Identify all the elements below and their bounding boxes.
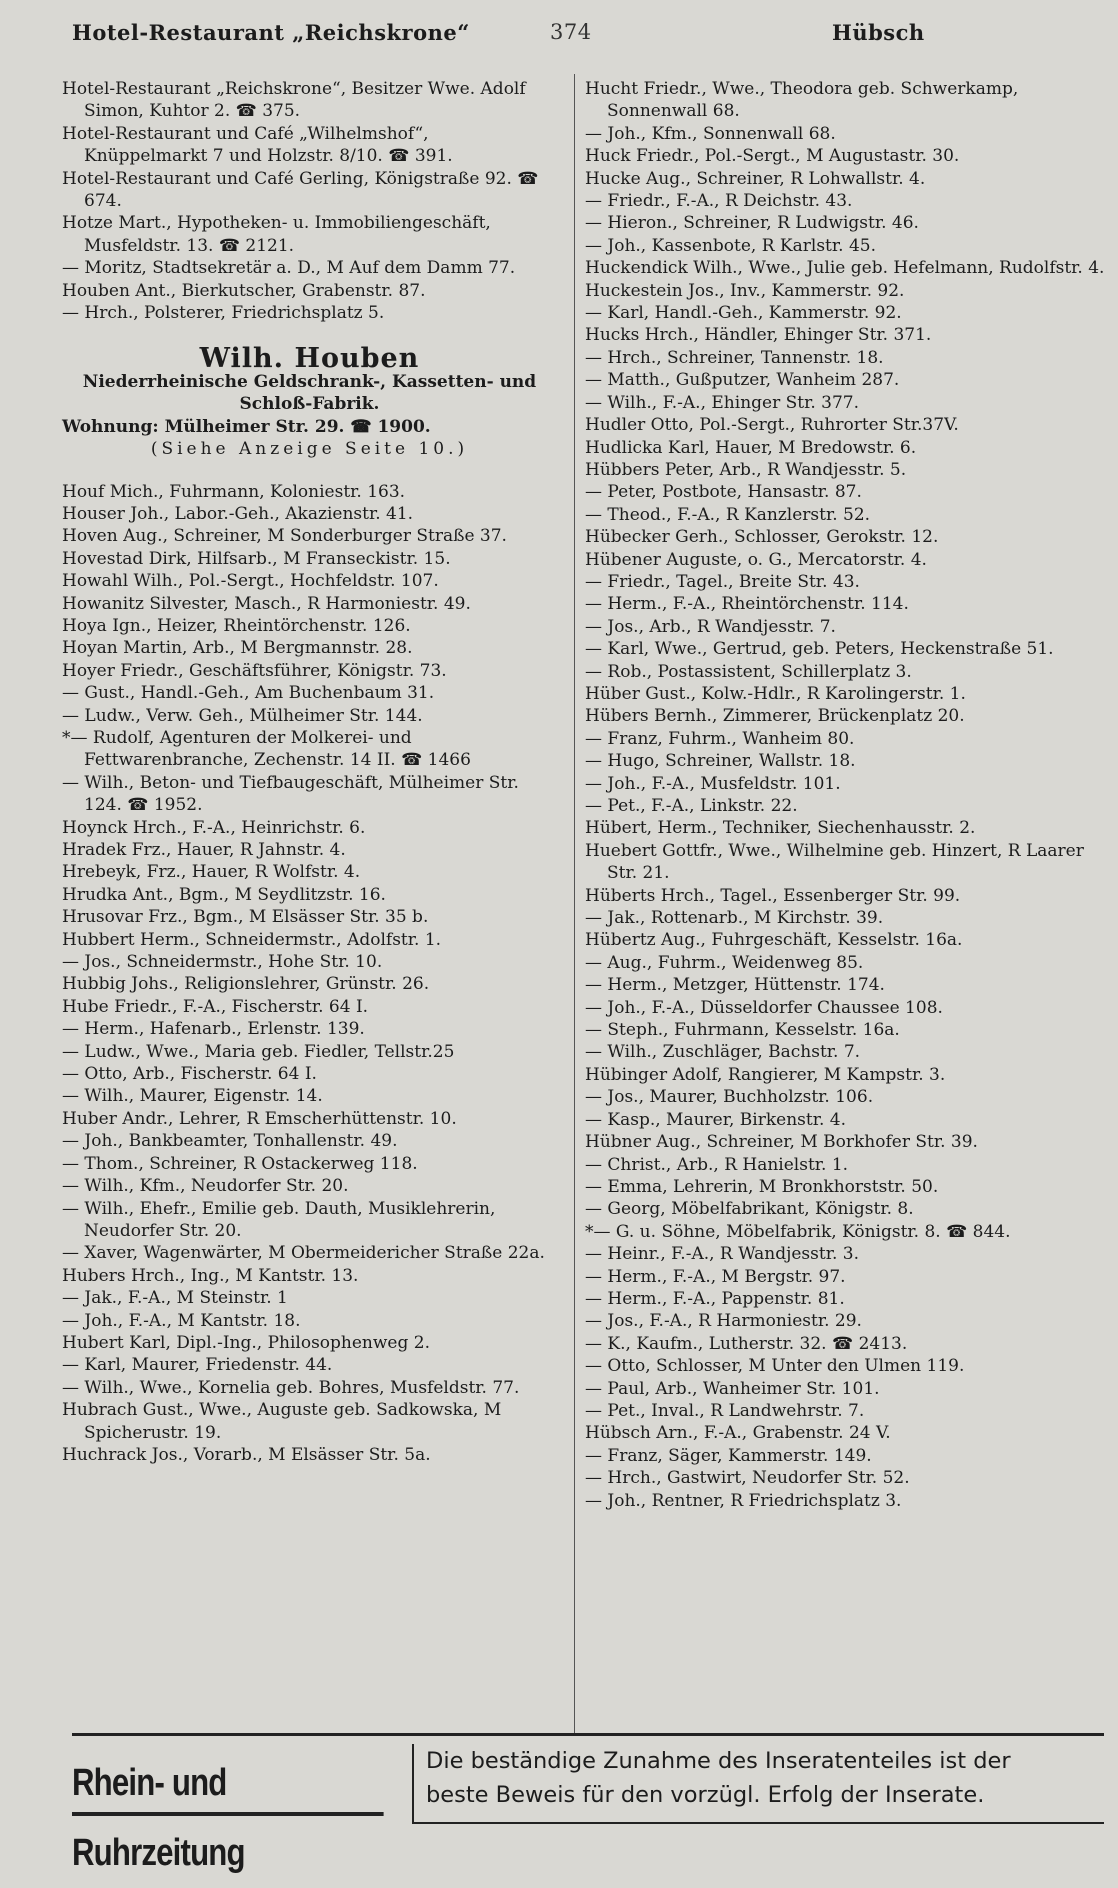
directory-entry: Hübbers Peter, Arb., R Wandjesstr. 5. — [585, 459, 907, 480]
directory-entry: — Steph., Fuhrmann, Kesselstr. 16a. — [585, 1020, 900, 1041]
directory-entry: Hoya Ign., Heizer, Rheintörchenstr. 126. — [62, 615, 411, 636]
footer-newspaper-name — [72, 1748, 334, 1874]
directory-entry: Hübner Aug., Schreiner, M Borkhofer Str. 39. — [585, 1132, 978, 1153]
directory-entry: — Otto, Arb., Fischerstr. 64 I. — [62, 1064, 317, 1085]
ad-line-3: (Siehe Anzeige Seite 10.) — [150, 439, 469, 460]
directory-entry: Hucks Hrch., Händler, Ehinger Str. 371. — [585, 325, 932, 346]
directory-entry: — K., Kaufm., Lutherstr. 32. ☎ 2413. — [585, 1333, 908, 1354]
directory-entry: — Pet., Inval., R Landwehrstr. 7. — [585, 1400, 865, 1421]
directory-entry: — Joh., F.-A., Musfeldstr. 101. — [585, 773, 841, 794]
directory-entry: Hoyer Friedr., Geschäftsführer, Königstr. 73. — [62, 660, 447, 681]
directory-entry: — Herm., Hafenarb., Erlenstr. 139. — [62, 1019, 365, 1040]
directory-entry: — Friedr., F.-A., R Deichstr. 43. — [585, 191, 853, 212]
directory-entry: — Thom., Schreiner, R Ostackerweg 118. — [62, 1153, 418, 1174]
directory-entry: — Herm., F.-A., M Bergstr. 97. — [585, 1266, 846, 1287]
directory-entry: Howahl Wilh., Pol.-Sergt., Hochfeldstr. 107. — [62, 571, 439, 592]
directory-entry: — Moritz, Stadtsekretär a. D., M Auf dem Damm 77. — [62, 258, 516, 279]
footer-slogan-line-2: beste Beweis für den vorzügl. Erfolg der Inserate. — [426, 1782, 985, 1808]
footer-underline — [72, 1812, 384, 1816]
directory-entry: — Xaver, Wagenwärter, M Obermeidericher Straße 22a. — [62, 1243, 545, 1264]
directory-entry: Hudler Otto, Pol.-Sergt., Ruhrorter Str.37V. — [585, 415, 959, 436]
directory-entry: — Jos., Arb., R Wandjesstr. 7. — [585, 616, 836, 637]
page-footer — [72, 1733, 1104, 1874]
directory-entry: Hübertz Aug., Fuhrgeschäft, Kesselstr. 16a. — [585, 930, 963, 951]
header-right-title: Hübsch — [832, 20, 925, 45]
left-column — [62, 78, 557, 1466]
directory-entry: Hoven Aug., Schreiner, M Sonderburger Straße 37. — [62, 526, 507, 547]
directory-entry: Hübert, Herm., Techniker, Siechenhausstr. 2. — [585, 818, 976, 839]
directory-entry: Hucht Friedr., Wwe., Theodora geb. Schwerkamp, Sonnenwall 68. — [585, 79, 1019, 122]
directory-entry: Hubbig Johs., Religionslehrer, Grünstr. 26. — [62, 974, 430, 995]
directory-entry: Hudlicka Karl, Hauer, M Bredowstr. 6. — [585, 437, 917, 458]
directory-entry: — Jak., Rottenarb., M Kirchstr. 39. — [585, 908, 884, 929]
directory-entry: Houser Joh., Labor.-Geh., Akazienstr. 41. — [62, 503, 414, 524]
directory-entry: Hoyan Martin, Arb., M Bergmannstr. 28. — [62, 638, 413, 659]
directory-entry: Hrusovar Frz., Bgm., M Elsässer Str. 35 b. — [62, 907, 429, 928]
directory-entry: Hotel-Restaurant und Café Gerling, Königstraße 92. ☎ 674. — [62, 168, 539, 212]
directory-entry: — Joh., F.-A., M Kantstr. 18. — [62, 1310, 301, 1331]
directory-entry: — Franz, Fuhrm., Wanheim 80. — [585, 728, 855, 749]
directory-entry: Howanitz Silvester, Masch., R Harmoniestr. 49. — [62, 593, 471, 614]
directory-entry: Hübinger Adolf, Rangierer, M Kampstr. 3. — [585, 1064, 946, 1085]
directory-entry: — Hrch., Schreiner, Tannenstr. 18. — [585, 347, 884, 368]
directory-entry: Hotel-Restaurant „Reichskrone“, Besitzer Wwe. Adolf Simon, Kuhtor 2. ☎ 375. — [62, 79, 526, 122]
directory-entry: Hübener Auguste, o. G., Mercatorstr. 4. — [585, 549, 927, 570]
directory-entry: — Wilh., Zuschläger, Bachstr. 7. — [585, 1042, 861, 1063]
directory-entry: — Joh., Kassenbote, R Karlstr. 45. — [585, 235, 876, 256]
directory-entry: — Wilh., Beton- und Tiefbaugeschäft, Mülheimer Str. 124. ☎ 1952. — [62, 772, 519, 816]
left-entries-bottom — [62, 481, 557, 1467]
directory-entry: Huckendick Wilh., Wwe., Julie geb. Hefelmann, Rudolfstr. 4. — [585, 258, 1105, 279]
directory-entry: — Hrch., Polsterer, Friedrichsplatz 5. — [62, 303, 385, 324]
directory-entry: *— Rudolf, Agenturen der Molkerei- und Fettwarenbranche, Zechenstr. 14 II. ☎ 1466 — [62, 727, 471, 771]
directory-entry: — Wilh., Wwe., Kornelia geb. Bohres, Musfeldstr. 77. — [62, 1377, 520, 1398]
directory-entry: — Joh., Bankbeamter, Tonhallenstr. 49. — [62, 1131, 398, 1152]
directory-entry: Hüberts Hrch., Tagel., Essenberger Str. 99. — [585, 885, 961, 906]
directory-entry: Hovestad Dirk, Hilfsarb., M Franseckistr. 15. — [62, 548, 451, 569]
directory-entry: — Joh., F.-A., Düsseldorfer Chaussee 108. — [585, 997, 943, 1018]
directory-entry: — Karl, Handl.-Geh., Kammerstr. 92. — [585, 303, 902, 324]
directory-entry: Hrebeyk, Frz., Hauer, R Wolfstr. 4. — [62, 862, 361, 883]
right-entries — [585, 78, 1105, 1512]
directory-entry: — Hugo, Schreiner, Wallstr. 18. — [585, 751, 856, 772]
directory-entry: Huber Andr., Lehrer, R Emscherhüttenstr. 10. — [62, 1108, 457, 1129]
directory-entry: Hubert Karl, Dipl.-Ing., Philosophenweg 2. — [62, 1332, 430, 1353]
directory-entry: — Karl, Wwe., Gertrud, geb. Peters, Heckenstraße 51. — [585, 639, 1054, 660]
directory-entry: — Kasp., Maurer, Birkenstr. 4. — [585, 1109, 847, 1130]
directory-entry: Hubbert Herm., Schneidermstr., Adolfstr. 1. — [62, 929, 442, 950]
right-column — [585, 78, 1105, 1512]
footer-newspaper-text: Rhein- und Ruhrzeitung — [72, 1762, 245, 1874]
directory-entry: Huck Friedr., Pol.-Sergt., M Augustastr. 30. — [585, 146, 960, 167]
directory-entry: Hube Friedr., F.-A., Fischerstr. 64 I. — [62, 996, 369, 1017]
directory-entry: — Gust., Handl.-Geh., Am Buchenbaum 31. — [62, 683, 435, 704]
directory-entry: Huckestein Jos., Inv., Kammerstr. 92. — [585, 280, 905, 301]
directory-entry: — Friedr., Tagel., Breite Str. 43. — [585, 571, 860, 592]
ad-line-1: Niederrheinische Geldschrank-, Kassetten- und Schloß-Fabrik. — [82, 371, 537, 415]
directory-entry: — Wilh., Maurer, Eigenstr. 14. — [62, 1086, 323, 1107]
directory-entry: Hotze Mart., Hypotheken- u. Immobiliengeschäft, Musfeldstr. 13. ☎ 2121. — [62, 213, 491, 256]
directory-entry: — Georg, Möbelfabrikant, Königstr. 8. — [585, 1199, 914, 1220]
footer-slogan — [412, 1744, 1104, 1824]
directory-entry: — Theod., F.-A., R Kanzlerstr. 52. — [585, 504, 871, 525]
directory-entry: Hradek Frz., Hauer, R Jahnstr. 4. — [62, 840, 346, 860]
houben-advertisement — [62, 343, 557, 460]
directory-entry: — Jos., Schneidermstr., Hohe Str. 10. — [62, 952, 383, 973]
ad-name: Wilh. Houben — [199, 343, 420, 375]
directory-entry: Hübecker Gerh., Schlosser, Gerokstr. 12. — [585, 527, 939, 548]
directory-entry: Hubers Hrch., Ing., M Kantstr. 13. — [62, 1265, 359, 1286]
directory-entry: — Peter, Postbote, Hansastr. 87. — [585, 482, 862, 503]
directory-entry: Hubrach Gust., Wwe., Auguste geb. Sadkowska, M Spicherustr. 19. — [62, 1400, 502, 1443]
directory-entry: — Rob., Postassistent, Schillerplatz 3. — [585, 661, 912, 682]
column-divider — [574, 74, 575, 1734]
directory-entry: — Herm., F.-A., Rheintörchenstr. 114. — [585, 594, 909, 615]
directory-entry: Huebert Gottfr., Wwe., Wilhelmine geb. Hinzert, R Laarer Str. 21. — [585, 840, 1084, 884]
directory-entry: — Jos., Maurer, Buchholzstr. 106. — [585, 1087, 874, 1108]
directory-entry: — Franz, Säger, Kammerstr. 149. — [585, 1445, 872, 1466]
ad-line-2: Wohnung: Mülheimer Str. 29. ☎ 1900. — [62, 416, 431, 437]
directory-entry: — Herm., F.-A., Pappenstr. 81. — [585, 1288, 845, 1309]
directory-entry: — Herm., Metzger, Hüttenstr. 174. — [585, 975, 885, 996]
directory-entry: — Wilh., Ehefr., Emilie geb. Dauth, Musiklehrerin, Neudorfer Str. 20. — [62, 1198, 496, 1241]
page-number: 374 — [550, 20, 592, 44]
directory-entry: — Emma, Lehrerin, M Bronkhorststr. 50. — [585, 1176, 939, 1197]
directory-entry: — Hrch., Gastwirt, Neudorfer Str. 52. — [585, 1468, 910, 1489]
directory-entry: Hübsch Arn., F.-A., Grabenstr. 24 V. — [585, 1423, 891, 1444]
directory-entry: Hoynck Hrch., F.-A., Heinrichstr. 6. — [62, 817, 366, 838]
directory-entry: Hotel-Restaurant und Café „Wilhelmshof“, Knüppelmarkt 7 und Holzstr. 8/10. ☎ 391. — [62, 123, 453, 167]
footer-slogan-line-1: Die beständige Zunahme des Inseratenteiles ist der — [426, 1748, 1011, 1774]
directory-entry: — Jos., F.-A., R Harmoniestr. 29. — [585, 1311, 862, 1332]
directory-entry: Houf Mich., Fuhrmann, Koloniestr. 163. — [62, 481, 406, 502]
directory-entry: — Heinr., F.-A., R Wandjesstr. 3. — [585, 1244, 859, 1265]
directory-entry: — Karl, Maurer, Friedenstr. 44. — [62, 1355, 333, 1376]
directory-entry: Houben Ant., Bierkutscher, Grabenstr. 87. — [62, 280, 426, 301]
directory-entry: — Paul, Arb., Wanheimer Str. 101. — [585, 1378, 880, 1399]
directory-entry: Hucke Aug., Schreiner, R Lohwallstr. 4. — [585, 168, 926, 189]
directory-entry: — Aug., Fuhrm., Weidenweg 85. — [585, 952, 864, 973]
header-left-title: Hotel-Restaurant „Reichskrone“ — [72, 20, 470, 45]
directory-entry: Hüber Gust., Kolw.-Hdlr., R Karolingerstr. 1. — [585, 683, 966, 704]
directory-entry: Huchrack Jos., Vorarb., M Elsässer Str. 5a. — [62, 1444, 431, 1465]
directory-entry: — Ludw., Wwe., Maria geb. Fiedler, Tellstr.25 — [62, 1041, 455, 1062]
directory-entry: Hübers Bernh., Zimmerer, Brückenplatz 20. — [585, 706, 965, 727]
directory-entry: — Jak., F.-A., M Steinstr. 1 — [62, 1288, 288, 1309]
directory-entry: — Hieron., Schreiner, R Ludwigstr. 46. — [585, 213, 919, 234]
directory-entry: — Pet., F.-A., Linkstr. 22. — [585, 796, 798, 816]
directory-entry: — Wilh., F.-A., Ehinger Str. 377. — [585, 392, 860, 413]
page-header — [62, 20, 1100, 56]
directory-entry: *— G. u. Söhne, Möbelfabrik, Königstr. 8. ☎ 844. — [585, 1221, 1011, 1242]
directory-entry: — Ludw., Verw. Geh., Mülheimer Str. 144. — [62, 705, 423, 726]
directory-entry: — Christ., Arb., R Hanielstr. 1. — [585, 1154, 849, 1175]
left-entries-top — [62, 78, 557, 324]
directory-entry: Hrudka Ant., Bgm., M Seydlitzstr. 16. — [62, 884, 386, 905]
directory-entry: — Wilh., Kfm., Neudorfer Str. 20. — [62, 1176, 349, 1197]
directory-entry: — Otto, Schlosser, M Unter den Ulmen 119. — [585, 1356, 965, 1377]
directory-entry: — Joh., Rentner, R Friedrichsplatz 3. — [585, 1490, 902, 1511]
directory-entry: — Joh., Kfm., Sonnenwall 68. — [585, 123, 836, 144]
directory-entry: — Matth., Gußputzer, Wanheim 287. — [585, 370, 900, 391]
